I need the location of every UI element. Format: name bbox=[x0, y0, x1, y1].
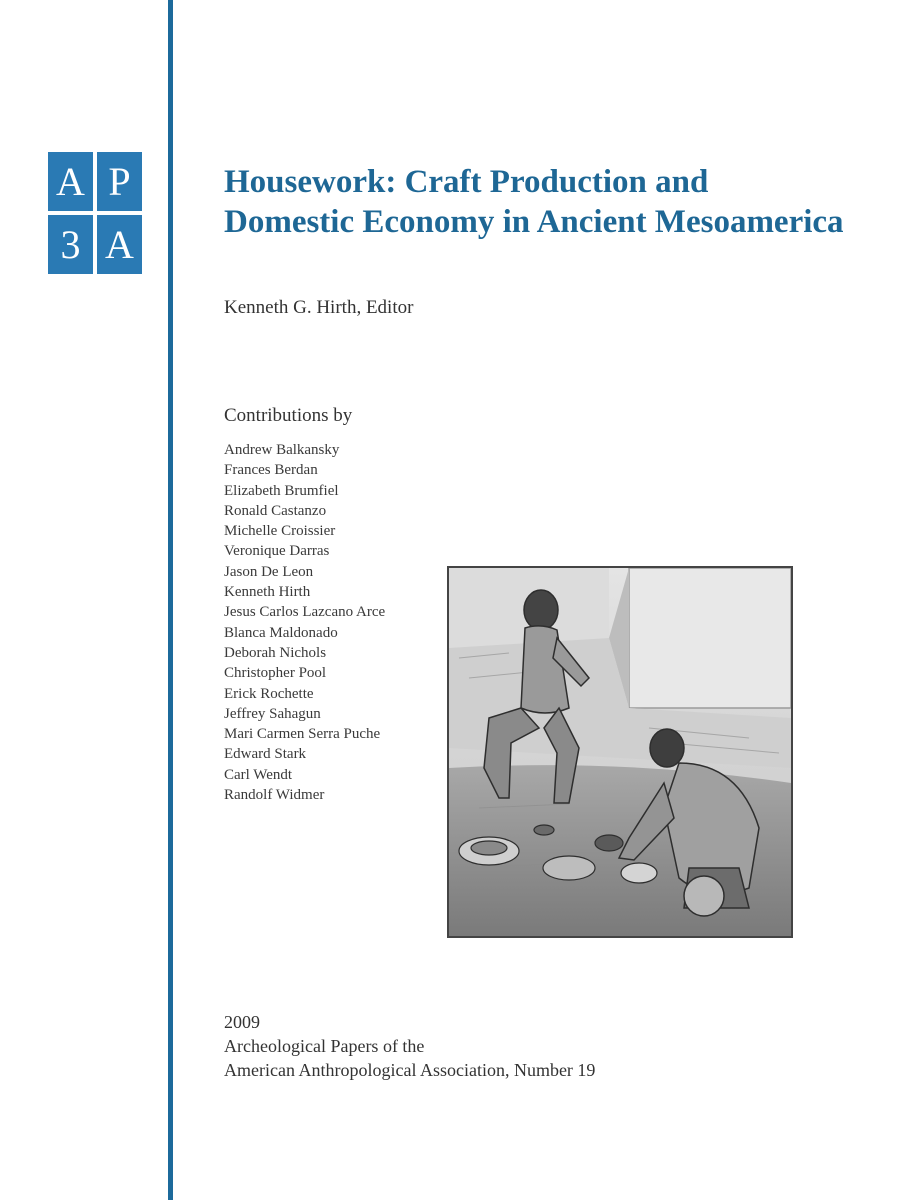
contributor-name: Kenneth Hirth bbox=[224, 584, 311, 601]
contributor-name: Deborah Nichols bbox=[224, 644, 327, 661]
logo-letter-p: P bbox=[97, 152, 142, 211]
contributor-name: Jason De Leon bbox=[224, 563, 314, 580]
cover-spine-line bbox=[168, 0, 173, 1200]
contributions-heading: Contributions by bbox=[224, 405, 353, 426]
publication-info bbox=[224, 1010, 595, 1082]
contributor-name: Erick Rochette bbox=[224, 685, 314, 702]
contributor-name: Jeffrey Sahagun bbox=[224, 705, 321, 722]
series-line-1: Archeological Papers of the bbox=[224, 1036, 425, 1056]
ap3a-logo bbox=[48, 152, 142, 276]
contributor-list bbox=[224, 440, 385, 805]
contributor-name: Andrew Balkansky bbox=[224, 442, 340, 458]
logo-letter-a-2: A bbox=[97, 215, 142, 274]
contributor-name: Carl Wendt bbox=[224, 766, 293, 783]
logo-digit-3: 3 bbox=[48, 215, 93, 274]
contributor-name: Edward Stark bbox=[224, 746, 307, 763]
publication-year: 2009 bbox=[224, 1012, 260, 1032]
book-title: Housework: Craft Production and Domestic Economy in Ancient Mesoamerica bbox=[224, 164, 844, 240]
contributor-name: Frances Berdan bbox=[224, 462, 318, 479]
series-line-2: American Anthropological Association, Number 19 bbox=[224, 1060, 596, 1080]
contributor-name: Jesus Carlos Lazcano Arce bbox=[224, 604, 386, 621]
contributor-name: Veronique Darras bbox=[224, 543, 330, 560]
contributor-name: Randolf Widmer bbox=[224, 787, 325, 804]
logo-letter-a: A bbox=[48, 152, 93, 211]
contributor-name: Mari Carmen Serra Puche bbox=[224, 726, 381, 743]
contributor-name: Christopher Pool bbox=[224, 665, 327, 682]
contributor-name: Ronald Castanzo bbox=[224, 502, 327, 519]
contributor-name: Elizabeth Brumfiel bbox=[224, 482, 339, 499]
contributor-name: Blanca Maldonado bbox=[224, 624, 338, 641]
contributor-name: Michelle Croissier bbox=[224, 523, 336, 540]
cover-illustration-craft-workers bbox=[447, 566, 793, 938]
editor-credit: Kenneth G. Hirth, Editor bbox=[224, 297, 414, 318]
